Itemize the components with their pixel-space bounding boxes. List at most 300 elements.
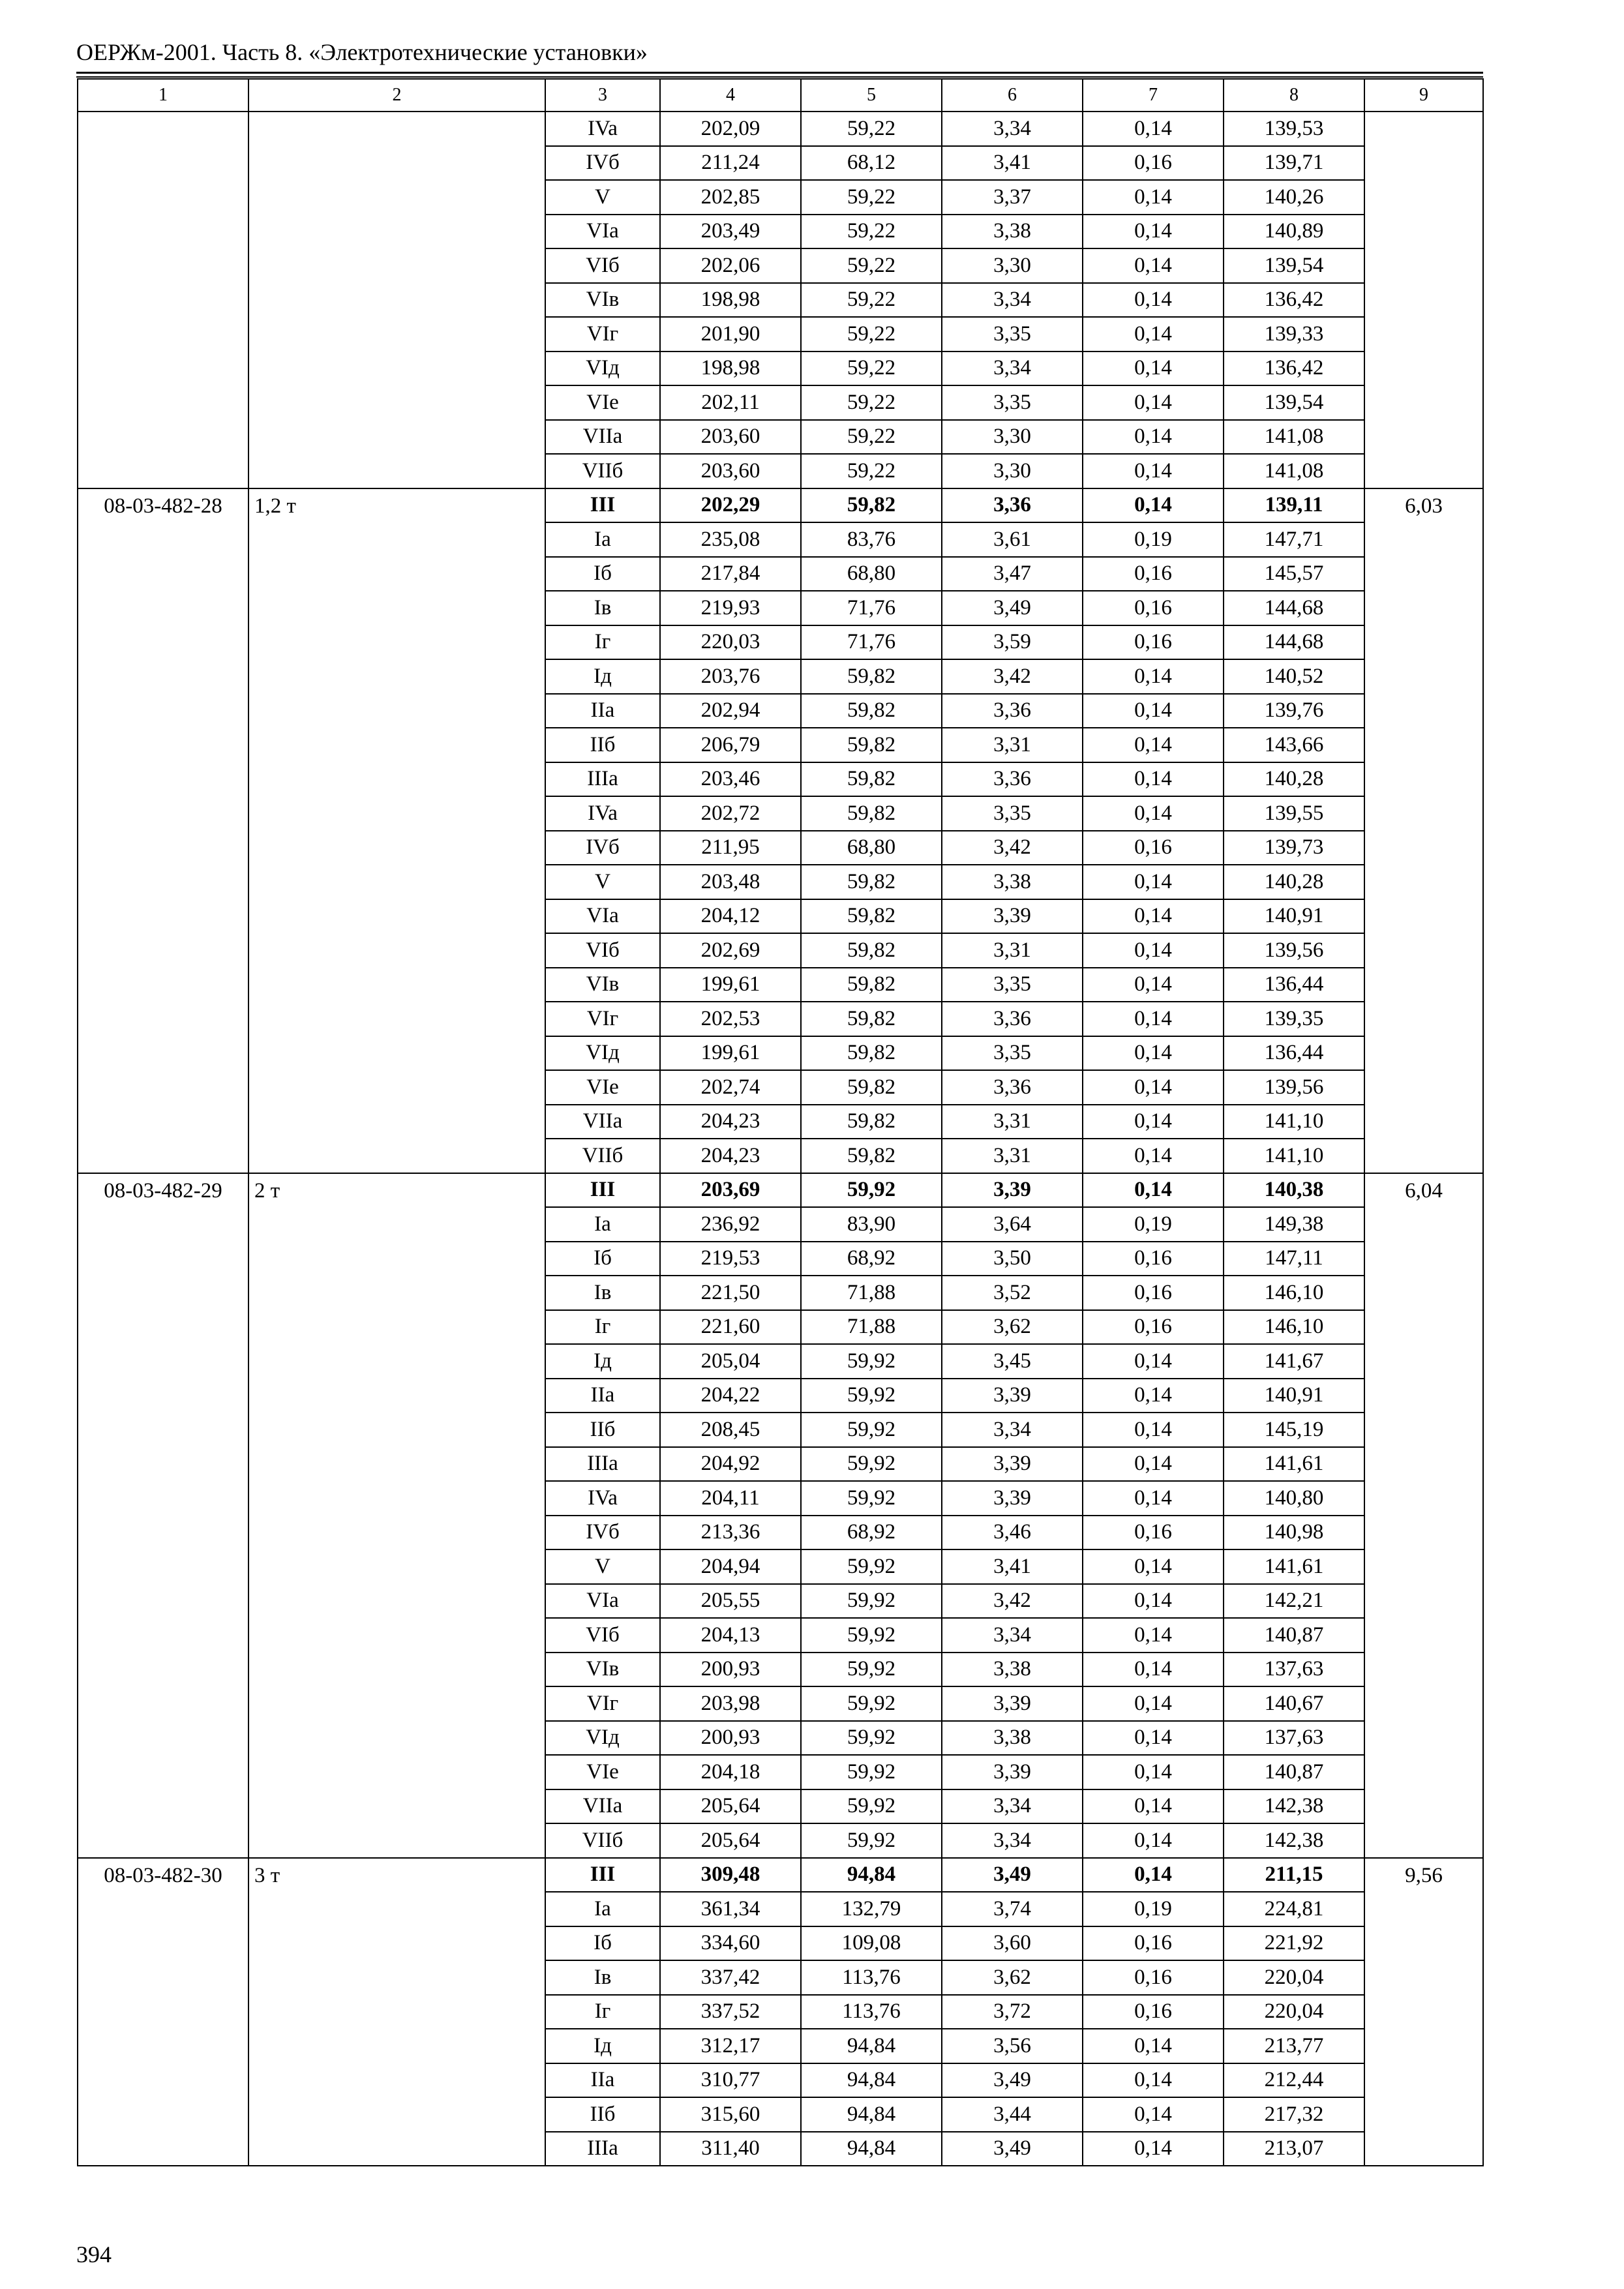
value-cell: 59,92 <box>801 1413 942 1447</box>
class-cell: III <box>545 488 660 523</box>
value-cell: 235,08 <box>660 522 801 557</box>
value-cell: 0,16 <box>1083 1926 1224 1961</box>
value-cell: 198,98 <box>660 283 801 318</box>
value-cell: 3,30 <box>942 454 1083 488</box>
header-rule-thick <box>76 72 1483 74</box>
value-cell: 3,31 <box>942 728 1083 762</box>
class-cell: VIIб <box>545 1139 660 1173</box>
value-cell: 139,56 <box>1224 1070 1364 1105</box>
value-cell: 0,14 <box>1083 180 1224 215</box>
class-cell: VIг <box>545 317 660 352</box>
class-cell: VIIa <box>545 420 660 455</box>
value-cell: 94,84 <box>801 2029 942 2063</box>
description-cell: 3 т <box>248 1858 545 2166</box>
value-cell: 0,16 <box>1083 625 1224 660</box>
col9-value-cell: 6,03 <box>1364 488 1483 1173</box>
value-cell: 94,84 <box>801 2132 942 2166</box>
value-cell: 59,92 <box>801 1447 942 1482</box>
value-cell: 140,87 <box>1224 1618 1364 1653</box>
value-cell: 59,82 <box>801 488 942 523</box>
value-cell: 145,19 <box>1224 1413 1364 1447</box>
value-cell: 59,92 <box>801 1379 942 1413</box>
value-cell: 221,92 <box>1224 1926 1364 1961</box>
value-cell: 0,14 <box>1083 385 1224 420</box>
value-cell: 3,41 <box>942 146 1083 181</box>
rates-table-body <box>78 79 1483 2166</box>
class-cell: VIг <box>545 1002 660 1036</box>
value-cell: 132,79 <box>801 1892 942 1926</box>
value-cell: 0,14 <box>1083 1447 1224 1482</box>
value-cell: 0,14 <box>1083 694 1224 728</box>
class-cell: VIб <box>545 933 660 968</box>
value-cell: 0,16 <box>1083 146 1224 181</box>
value-cell: 311,40 <box>660 2132 801 2166</box>
value-cell: 206,79 <box>660 728 801 762</box>
value-cell: 236,92 <box>660 1207 801 1242</box>
value-cell: 68,80 <box>801 557 942 591</box>
value-cell: 200,93 <box>660 1653 801 1687</box>
class-cell: V <box>545 1549 660 1584</box>
value-cell: 200,93 <box>660 1721 801 1756</box>
value-cell: 59,82 <box>801 796 942 831</box>
value-cell: 140,91 <box>1224 1379 1364 1413</box>
value-cell: 94,84 <box>801 2097 942 2132</box>
value-cell: 3,36 <box>942 762 1083 797</box>
value-cell: 3,31 <box>942 1105 1083 1139</box>
value-cell: 0,14 <box>1083 1584 1224 1619</box>
value-cell: 217,84 <box>660 557 801 591</box>
rate-code-cell: 08-03-482-30 <box>78 1858 248 2166</box>
value-cell: 204,12 <box>660 899 801 934</box>
value-cell: 3,34 <box>942 352 1083 386</box>
value-cell: 0,14 <box>1083 215 1224 249</box>
value-cell: 59,22 <box>801 215 942 249</box>
value-cell: 0,16 <box>1083 591 1224 625</box>
value-cell: 137,63 <box>1224 1653 1364 1687</box>
value-cell: 0,14 <box>1083 728 1224 762</box>
value-cell: 220,04 <box>1224 1995 1364 2029</box>
value-cell: 0,14 <box>1083 248 1224 283</box>
value-cell: 0,14 <box>1083 1653 1224 1687</box>
value-cell: 202,74 <box>660 1070 801 1105</box>
class-cell: VIе <box>545 1755 660 1789</box>
class-cell: Iг <box>545 625 660 660</box>
value-cell: 3,34 <box>942 112 1083 146</box>
value-cell: 3,61 <box>942 522 1083 557</box>
value-cell: 3,39 <box>942 1173 1083 1208</box>
value-cell: 59,92 <box>801 1686 942 1721</box>
value-cell: 3,52 <box>942 1276 1083 1310</box>
value-cell: 3,35 <box>942 968 1083 1002</box>
value-cell: 211,15 <box>1224 1858 1364 1893</box>
col9-value-cell <box>1364 112 1483 488</box>
value-cell: 136,44 <box>1224 968 1364 1002</box>
class-cell: Iг <box>545 1310 660 1345</box>
value-cell: 204,23 <box>660 1139 801 1173</box>
value-cell: 0,14 <box>1083 454 1224 488</box>
value-cell: 0,16 <box>1083 1242 1224 1276</box>
value-cell: 71,76 <box>801 625 942 660</box>
value-cell: 211,24 <box>660 146 801 181</box>
value-cell: 0,16 <box>1083 1960 1224 1995</box>
value-cell: 139,73 <box>1224 831 1364 865</box>
value-cell: 3,31 <box>942 933 1083 968</box>
value-cell: 146,10 <box>1224 1276 1364 1310</box>
class-cell: VIIб <box>545 454 660 488</box>
table-row <box>78 488 1483 523</box>
value-cell: 205,64 <box>660 1789 801 1824</box>
class-cell: III <box>545 1858 660 1893</box>
value-cell: 204,11 <box>660 1481 801 1516</box>
column-number-row <box>78 79 1483 112</box>
value-cell: 59,92 <box>801 1173 942 1208</box>
value-cell: 68,80 <box>801 831 942 865</box>
value-cell: 136,44 <box>1224 1036 1364 1071</box>
class-cell: Ia <box>545 1892 660 1926</box>
class-cell: IIIa <box>545 2132 660 2166</box>
value-cell: 0,14 <box>1083 1105 1224 1139</box>
value-cell: 3,49 <box>942 1858 1083 1893</box>
value-cell: 205,55 <box>660 1584 801 1619</box>
value-cell: 0,14 <box>1083 2029 1224 2063</box>
class-cell: IVa <box>545 1481 660 1516</box>
value-cell: 337,52 <box>660 1995 801 2029</box>
rate-code-cell <box>78 112 248 488</box>
value-cell: 0,14 <box>1083 1686 1224 1721</box>
column-number: 3 <box>545 79 660 112</box>
value-cell: 59,22 <box>801 180 942 215</box>
value-cell: 199,61 <box>660 1036 801 1071</box>
value-cell: 140,67 <box>1224 1686 1364 1721</box>
value-cell: 59,82 <box>801 1070 942 1105</box>
class-cell: Iв <box>545 591 660 625</box>
value-cell: 94,84 <box>801 1858 942 1893</box>
value-cell: 149,38 <box>1224 1207 1364 1242</box>
value-cell: 141,10 <box>1224 1105 1364 1139</box>
value-cell: 312,17 <box>660 2029 801 2063</box>
class-cell: Iв <box>545 1276 660 1310</box>
value-cell: 3,30 <box>942 420 1083 455</box>
value-cell: 0,14 <box>1083 1344 1224 1379</box>
page-header-title: ОЕРЖм-2001. Часть 8. «Электротехнические установки» <box>76 39 648 65</box>
value-cell: 109,08 <box>801 1926 942 1961</box>
value-cell: 221,50 <box>660 1276 801 1310</box>
class-cell: VIг <box>545 1686 660 1721</box>
value-cell: 0,14 <box>1083 1379 1224 1413</box>
value-cell: 204,13 <box>660 1618 801 1653</box>
value-cell: 144,68 <box>1224 591 1364 625</box>
value-cell: 59,22 <box>801 248 942 283</box>
class-cell: IVб <box>545 1516 660 1550</box>
value-cell: 59,82 <box>801 728 942 762</box>
value-cell: 3,64 <box>942 1207 1083 1242</box>
value-cell: 3,31 <box>942 1139 1083 1173</box>
value-cell: 143,66 <box>1224 728 1364 762</box>
value-cell: 204,18 <box>660 1755 801 1789</box>
value-cell: 212,44 <box>1224 2063 1364 2098</box>
value-cell: 204,22 <box>660 1379 801 1413</box>
column-number: 9 <box>1364 79 1483 112</box>
value-cell: 199,61 <box>660 968 801 1002</box>
value-cell: 0,14 <box>1083 899 1224 934</box>
value-cell: 0,14 <box>1083 488 1224 523</box>
value-cell: 337,42 <box>660 1960 801 1995</box>
value-cell: 3,45 <box>942 1344 1083 1379</box>
value-cell: 3,36 <box>942 694 1083 728</box>
value-cell: 140,89 <box>1224 215 1364 249</box>
value-cell: 140,28 <box>1224 865 1364 899</box>
description-cell: 2 т <box>248 1173 545 1858</box>
value-cell: 3,34 <box>942 1413 1083 1447</box>
class-cell: VIв <box>545 1653 660 1687</box>
value-cell: 3,72 <box>942 1995 1083 2029</box>
value-cell: 219,93 <box>660 591 801 625</box>
value-cell: 3,39 <box>942 899 1083 934</box>
value-cell: 202,11 <box>660 385 801 420</box>
value-cell: 202,29 <box>660 488 801 523</box>
value-cell: 0,14 <box>1083 1549 1224 1584</box>
class-cell: Ia <box>545 1207 660 1242</box>
value-cell: 3,35 <box>942 796 1083 831</box>
value-cell: 0,14 <box>1083 796 1224 831</box>
value-cell: 59,22 <box>801 283 942 318</box>
value-cell: 59,82 <box>801 1105 942 1139</box>
description-cell: 1,2 т <box>248 488 545 1173</box>
value-cell: 139,71 <box>1224 146 1364 181</box>
value-cell: 202,09 <box>660 112 801 146</box>
value-cell: 3,47 <box>942 557 1083 591</box>
value-cell: 202,94 <box>660 694 801 728</box>
value-cell: 0,19 <box>1083 1892 1224 1926</box>
value-cell: 0,14 <box>1083 1789 1224 1824</box>
value-cell: 0,14 <box>1083 1070 1224 1105</box>
value-cell: 3,62 <box>942 1310 1083 1345</box>
page-number: 394 <box>76 2241 112 2267</box>
value-cell: 71,76 <box>801 591 942 625</box>
table-row <box>78 1858 1483 1893</box>
value-cell: 0,16 <box>1083 1276 1224 1310</box>
class-cell: IVa <box>545 112 660 146</box>
value-cell: 202,85 <box>660 180 801 215</box>
value-cell: 3,59 <box>942 625 1083 660</box>
class-cell: VIе <box>545 1070 660 1105</box>
value-cell: 219,53 <box>660 1242 801 1276</box>
value-cell: 211,95 <box>660 831 801 865</box>
value-cell: 59,92 <box>801 1721 942 1756</box>
class-cell: IIб <box>545 728 660 762</box>
value-cell: 142,38 <box>1224 1823 1364 1858</box>
value-cell: 203,46 <box>660 762 801 797</box>
value-cell: 141,61 <box>1224 1549 1364 1584</box>
value-cell: 0,14 <box>1083 659 1224 694</box>
class-cell: VIб <box>545 248 660 283</box>
class-cell: Iб <box>545 557 660 591</box>
value-cell: 140,26 <box>1224 180 1364 215</box>
value-cell: 3,39 <box>942 1447 1083 1482</box>
value-cell: 139,53 <box>1224 112 1364 146</box>
value-cell: 59,22 <box>801 112 942 146</box>
value-cell: 3,34 <box>942 1823 1083 1858</box>
value-cell: 3,39 <box>942 1686 1083 1721</box>
value-cell: 3,36 <box>942 1002 1083 1036</box>
value-cell: 203,49 <box>660 215 801 249</box>
value-cell: 59,82 <box>801 1036 942 1071</box>
value-cell: 59,92 <box>801 1789 942 1824</box>
value-cell: 0,14 <box>1083 1173 1224 1208</box>
value-cell: 3,39 <box>942 1379 1083 1413</box>
value-cell: 3,46 <box>942 1516 1083 1550</box>
value-cell: 208,45 <box>660 1413 801 1447</box>
class-cell: Iд <box>545 1344 660 1379</box>
value-cell: 59,22 <box>801 385 942 420</box>
value-cell: 139,54 <box>1224 385 1364 420</box>
value-cell: 3,38 <box>942 865 1083 899</box>
table-row <box>78 112 1483 146</box>
value-cell: 3,49 <box>942 2063 1083 2098</box>
value-cell: 204,23 <box>660 1105 801 1139</box>
value-cell: 204,92 <box>660 1447 801 1482</box>
class-cell: VIa <box>545 1584 660 1619</box>
class-cell: III <box>545 1173 660 1208</box>
value-cell: 59,82 <box>801 1139 942 1173</box>
value-cell: 59,22 <box>801 454 942 488</box>
value-cell: 3,34 <box>942 1618 1083 1653</box>
value-cell: 59,82 <box>801 899 942 934</box>
value-cell: 310,77 <box>660 2063 801 2098</box>
class-cell: VIд <box>545 352 660 386</box>
value-cell: 136,42 <box>1224 283 1364 318</box>
value-cell: 3,42 <box>942 831 1083 865</box>
value-cell: 0,14 <box>1083 420 1224 455</box>
class-cell: IVб <box>545 146 660 181</box>
class-cell: Iд <box>545 659 660 694</box>
col9-value-cell: 9,56 <box>1364 1858 1483 2166</box>
class-cell: VIб <box>545 1618 660 1653</box>
value-cell: 3,37 <box>942 180 1083 215</box>
value-cell: 0,14 <box>1083 1721 1224 1756</box>
value-cell: 3,36 <box>942 488 1083 523</box>
value-cell: 139,33 <box>1224 317 1364 352</box>
value-cell: 145,57 <box>1224 557 1364 591</box>
value-cell: 142,21 <box>1224 1584 1364 1619</box>
value-cell: 0,16 <box>1083 557 1224 591</box>
value-cell: 0,14 <box>1083 112 1224 146</box>
value-cell: 3,38 <box>942 1653 1083 1687</box>
rates-table <box>77 78 1484 2166</box>
value-cell: 224,81 <box>1224 1892 1364 1926</box>
value-cell: 3,30 <box>942 248 1083 283</box>
value-cell: 220,04 <box>1224 1960 1364 1995</box>
value-cell: 3,56 <box>942 2029 1083 2063</box>
value-cell: 0,14 <box>1083 2063 1224 2098</box>
value-cell: 0,16 <box>1083 1995 1224 2029</box>
value-cell: 3,74 <box>942 1892 1083 1926</box>
class-cell: IIa <box>545 1379 660 1413</box>
class-cell: VIв <box>545 968 660 1002</box>
value-cell: 0,19 <box>1083 1207 1224 1242</box>
value-cell: 113,76 <box>801 1995 942 2029</box>
class-cell: IIIa <box>545 762 660 797</box>
value-cell: 68,12 <box>801 146 942 181</box>
value-cell: 0,14 <box>1083 283 1224 318</box>
column-number: 1 <box>78 79 248 112</box>
value-cell: 59,92 <box>801 1549 942 1584</box>
rate-code-cell: 08-03-482-28 <box>78 488 248 1173</box>
value-cell: 0,14 <box>1083 2097 1224 2132</box>
class-cell: Iб <box>545 1242 660 1276</box>
class-cell: IVб <box>545 831 660 865</box>
class-cell: IIIa <box>545 1447 660 1482</box>
column-number: 2 <box>248 79 545 112</box>
value-cell: 59,22 <box>801 352 942 386</box>
description-cell <box>248 112 545 488</box>
value-cell: 213,07 <box>1224 2132 1364 2166</box>
value-cell: 71,88 <box>801 1276 942 1310</box>
value-cell: 203,98 <box>660 1686 801 1721</box>
column-number: 6 <box>942 79 1083 112</box>
value-cell: 146,10 <box>1224 1310 1364 1345</box>
class-cell: VIд <box>545 1721 660 1756</box>
class-cell: VIIa <box>545 1105 660 1139</box>
value-cell: 0,14 <box>1083 1858 1224 1893</box>
value-cell: 141,67 <box>1224 1344 1364 1379</box>
value-cell: 3,35 <box>942 317 1083 352</box>
value-cell: 3,62 <box>942 1960 1083 1995</box>
value-cell: 141,08 <box>1224 420 1364 455</box>
value-cell: 3,41 <box>942 1549 1083 1584</box>
value-cell: 201,90 <box>660 317 801 352</box>
value-cell: 3,42 <box>942 659 1083 694</box>
value-cell: 147,11 <box>1224 1242 1364 1276</box>
value-cell: 139,56 <box>1224 933 1364 968</box>
value-cell: 0,14 <box>1083 1755 1224 1789</box>
value-cell: 202,69 <box>660 933 801 968</box>
value-cell: 59,82 <box>801 659 942 694</box>
table-row <box>78 1173 1483 1208</box>
value-cell: 59,92 <box>801 1618 942 1653</box>
value-cell: 144,68 <box>1224 625 1364 660</box>
value-cell: 0,14 <box>1083 2132 1224 2166</box>
value-cell: 141,61 <box>1224 1447 1364 1482</box>
value-cell: 202,72 <box>660 796 801 831</box>
value-cell: 0,14 <box>1083 865 1224 899</box>
value-cell: 147,71 <box>1224 522 1364 557</box>
header-rule-thin <box>76 76 1483 78</box>
value-cell: 3,35 <box>942 1036 1083 1071</box>
value-cell: 139,11 <box>1224 488 1364 523</box>
value-cell: 3,60 <box>942 1926 1083 1961</box>
class-cell: IIa <box>545 694 660 728</box>
value-cell: 59,82 <box>801 694 942 728</box>
value-cell: 0,16 <box>1083 831 1224 865</box>
value-cell: 59,92 <box>801 1584 942 1619</box>
value-cell: 59,82 <box>801 865 942 899</box>
value-cell: 3,36 <box>942 1070 1083 1105</box>
value-cell: 141,10 <box>1224 1139 1364 1173</box>
value-cell: 68,92 <box>801 1516 942 1550</box>
value-cell: 59,92 <box>801 1344 942 1379</box>
value-cell: 334,60 <box>660 1926 801 1961</box>
value-cell: 113,76 <box>801 1960 942 1995</box>
value-cell: 59,92 <box>801 1755 942 1789</box>
value-cell: 83,90 <box>801 1207 942 1242</box>
value-cell: 3,35 <box>942 385 1083 420</box>
value-cell: 137,63 <box>1224 1721 1364 1756</box>
value-cell: 59,82 <box>801 933 942 968</box>
value-cell: 0,14 <box>1083 1481 1224 1516</box>
value-cell: 202,53 <box>660 1002 801 1036</box>
value-cell: 220,03 <box>660 625 801 660</box>
